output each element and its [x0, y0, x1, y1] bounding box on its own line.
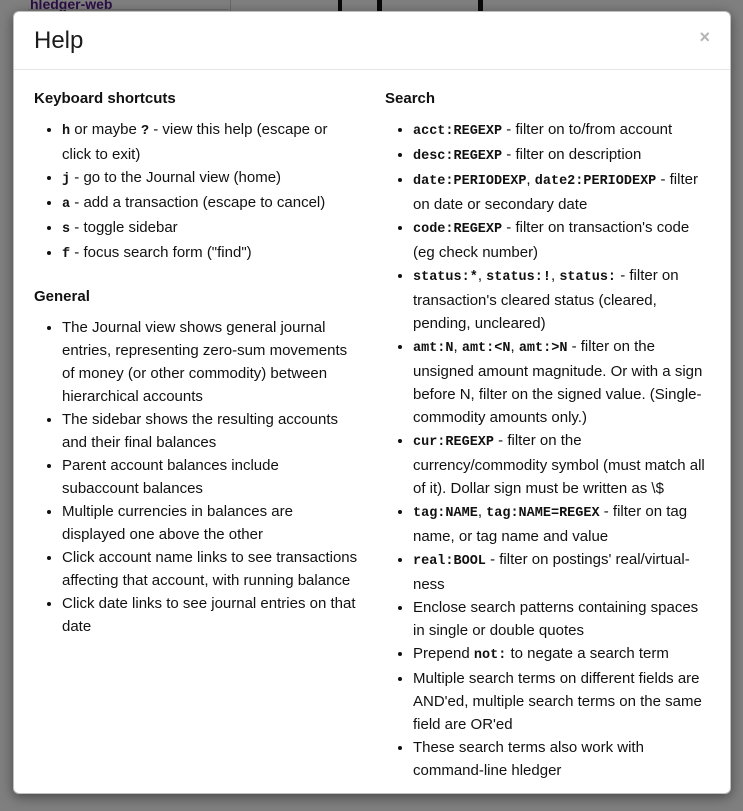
help-list	[34, 118, 359, 266]
code-term: ?	[140, 124, 150, 139]
section-heading: Keyboard shortcuts	[34, 90, 176, 107]
list-item: • Multiple search terms on different fields are AND'ed, multiple search terms on the same field are OR'ed	[413, 667, 710, 736]
list-item: • j - go to the Journal view (home)	[62, 166, 359, 191]
modal-title: Help	[34, 27, 84, 54]
code-term: amt:N	[413, 341, 454, 356]
code-term: f	[62, 247, 71, 262]
list-item: • The Journal view shows general journal entries, representing zero-sum movements of money (or other commodity) between hierarchical accounts	[62, 316, 359, 408]
section-heading: General	[34, 288, 90, 305]
list-item: • Parent account balances include subaccount balances	[62, 454, 359, 500]
list-item: • Multiple currencies in balances are displayed one above the other	[62, 500, 359, 546]
list-item: • s - toggle sidebar	[62, 216, 359, 241]
list-item: • a - add a transaction (escape to cancel)	[62, 191, 359, 216]
list-item: • Click account name links to see transactions affecting that account, with running balance	[62, 546, 359, 592]
section-heading: Search	[385, 90, 436, 107]
code-term: date2:PERIODEXP	[534, 174, 657, 189]
list-item: • f - focus search form ("find")	[62, 241, 359, 266]
list-item: • code:REGEXP - filter on transaction's code (eg check number)	[413, 216, 710, 264]
code-term: acct:REGEXP	[413, 124, 503, 139]
code-term: h	[62, 124, 71, 139]
list-item: • cur:REGEXP - filter on the currency/commodity symbol (must match all of it). Dollar sign must be written as \$	[413, 429, 710, 500]
code-term: status:	[559, 270, 617, 285]
code-term: j	[62, 172, 71, 187]
list-item: • desc:REGEXP - filter on description	[413, 143, 710, 168]
list-item: • Prepend not: to negate a search term	[413, 642, 710, 667]
list-item: • tag:NAME, tag:NAME=REGEX - filter on tag name, or tag name and value	[413, 500, 710, 548]
help-list	[385, 118, 710, 782]
code-term: status:*	[413, 270, 478, 285]
help-column-right	[385, 89, 710, 792]
code-term: desc:REGEXP	[413, 149, 503, 164]
code-term: tag:NAME	[413, 506, 478, 521]
list-item: • status:*, status:!, status: - filter on transaction's cleared status (cleared, pending, uncleared)	[413, 264, 710, 335]
code-term: code:REGEXP	[413, 222, 503, 237]
help-modal	[13, 11, 731, 794]
code-term: s	[62, 222, 71, 237]
list-item: • amt:N, amt:<N, amt:>N - filter on the unsigned amount magnitude. Or with a sign before N, filter on the signed value. (Single-commodity amounts only.)	[413, 335, 710, 429]
code-term: amt:>N	[518, 341, 568, 356]
list-item: • real:BOOL - filter on postings' real/virtual-ness	[413, 548, 710, 596]
list-item: • h or maybe ? - view this help (escape or click to exit)	[62, 118, 359, 166]
list-item: • These search terms also work with command-line hledger	[413, 736, 710, 782]
code-term: date:PERIODEXP	[413, 174, 527, 189]
close-icon[interactable]: ×	[699, 27, 710, 47]
code-term: amt:<N	[461, 341, 511, 356]
list-item: • acct:REGEXP - filter on to/from account	[413, 118, 710, 143]
list-item: • Enclose search patterns containing spaces in single or double quotes	[413, 596, 710, 642]
code-term: real:BOOL	[413, 554, 486, 569]
list-item: • date:PERIODEXP, date2:PERIODEXP - filter on date or secondary date	[413, 168, 710, 216]
code-term: a	[62, 197, 71, 212]
code-term: status:!	[486, 270, 551, 285]
list-item: • Click date links to see journal entries on that date	[62, 592, 359, 638]
modal-header	[14, 12, 730, 70]
list-item: • The sidebar shows the resulting accounts and their final balances	[62, 408, 359, 454]
modal-body	[14, 70, 730, 794]
code-term: not:	[473, 648, 507, 663]
help-column-left	[34, 89, 359, 792]
help-list	[34, 316, 359, 638]
code-term: cur:REGEXP	[413, 435, 495, 450]
code-term: tag:NAME=REGEX	[486, 506, 600, 521]
